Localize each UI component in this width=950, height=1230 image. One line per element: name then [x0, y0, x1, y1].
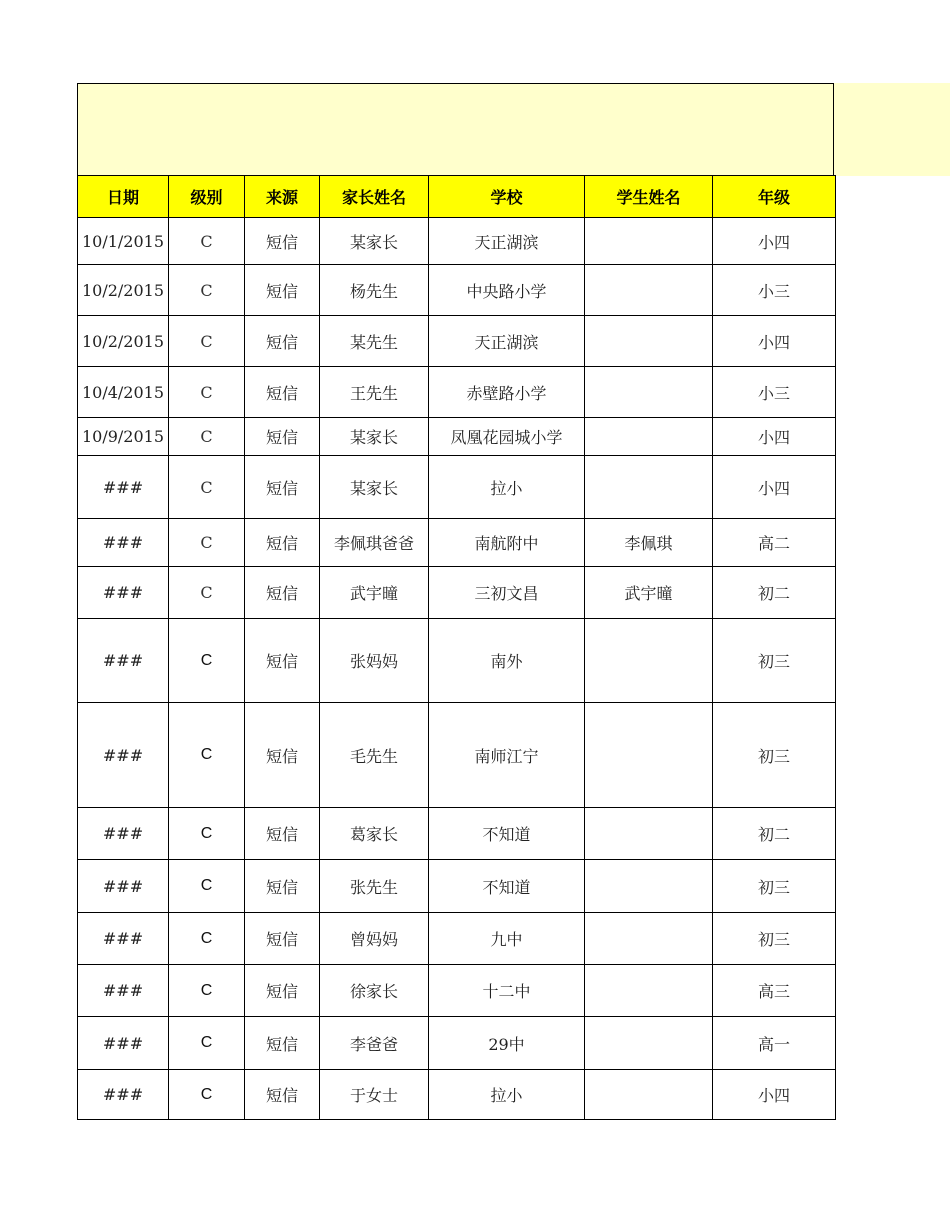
cell-student-name[interactable]	[585, 965, 713, 1017]
cell-student-name[interactable]	[585, 808, 713, 860]
cell-parent-name[interactable]: 某先生	[320, 316, 429, 367]
header-row	[78, 176, 836, 218]
cell-source[interactable]: 短信	[245, 567, 320, 619]
cell-parent-name[interactable]: 葛家长	[320, 808, 429, 860]
cell-parent-name[interactable]: 张妈妈	[320, 619, 429, 703]
cell-student-name[interactable]	[585, 1070, 713, 1120]
cell-source[interactable]: 短信	[245, 1017, 320, 1070]
cell-level[interactable]: C	[169, 1017, 245, 1070]
cell-date[interactable]: ###	[78, 567, 169, 619]
header-date[interactable]: 日期	[78, 176, 169, 218]
table-row	[78, 519, 836, 567]
table-row	[78, 703, 836, 808]
cell-level[interactable]: C	[169, 965, 245, 1017]
cell-school[interactable]: 赤壁路小学	[429, 367, 585, 418]
cell-date[interactable]: ###	[78, 913, 169, 965]
cell-level[interactable]: C	[169, 1070, 245, 1120]
cell-grade[interactable]: 小四	[713, 1070, 836, 1120]
cell-school[interactable]: 拉小	[429, 456, 585, 519]
cell-parent-name[interactable]: 某家长	[320, 218, 429, 265]
cell-parent-name[interactable]: 王先生	[320, 367, 429, 418]
cell-level[interactable]: C	[169, 316, 245, 367]
cell-level[interactable]: C	[169, 218, 245, 265]
cell-date[interactable]: ###	[78, 519, 169, 567]
title-banner-border	[77, 83, 834, 175]
cell-date[interactable]: ###	[78, 456, 169, 519]
cell-level[interactable]: C	[169, 519, 245, 567]
cell-grade[interactable]: 小四	[713, 316, 836, 367]
cell-student-name[interactable]	[585, 1017, 713, 1070]
cell-parent-name[interactable]: 某家长	[320, 456, 429, 519]
table-row	[78, 860, 836, 913]
table-row	[78, 1070, 836, 1120]
table-row	[78, 265, 836, 316]
cell-school[interactable]: 南航附中	[429, 519, 585, 567]
cell-student-name[interactable]	[585, 913, 713, 965]
table-row	[78, 619, 836, 703]
cell-student-name[interactable]: 武宇曈	[585, 567, 713, 619]
table-row	[78, 316, 836, 367]
cell-level[interactable]: C	[169, 418, 245, 456]
cell-parent-name[interactable]: 徐家长	[320, 965, 429, 1017]
header-level[interactable]: 级别	[169, 176, 245, 218]
cell-date[interactable]: ###	[78, 860, 169, 913]
cell-date[interactable]: ###	[78, 619, 169, 703]
table-row	[78, 418, 836, 456]
cell-source[interactable]: 短信	[245, 519, 320, 567]
cell-grade[interactable]: 初三	[713, 913, 836, 965]
cell-grade[interactable]: 高三	[713, 965, 836, 1017]
table-row	[78, 218, 836, 265]
cell-date[interactable]: 10/4/2015	[78, 367, 169, 418]
table-row	[78, 808, 836, 860]
cell-grade[interactable]: 高二	[713, 519, 836, 567]
cell-student-name[interactable]: 李佩琪	[585, 519, 713, 567]
cell-source[interactable]: 短信	[245, 703, 320, 808]
cell-school[interactable]: 天正湖滨	[429, 218, 585, 265]
cell-grade[interactable]: 小四	[713, 218, 836, 265]
cell-source[interactable]: 短信	[245, 265, 320, 316]
cell-level[interactable]: C	[169, 619, 245, 703]
table-row	[78, 567, 836, 619]
cell-school[interactable]: 拉小	[429, 1070, 585, 1120]
cell-grade[interactable]: 小三	[713, 367, 836, 418]
cell-school[interactable]: 南外	[429, 619, 585, 703]
cell-grade[interactable]: 小四	[713, 456, 836, 519]
cell-grade[interactable]: 初二	[713, 567, 836, 619]
cell-date[interactable]: 10/9/2015	[78, 418, 169, 456]
cell-source[interactable]: 短信	[245, 456, 320, 519]
cell-grade[interactable]: 初三	[713, 860, 836, 913]
cell-student-name[interactable]	[585, 703, 713, 808]
cell-level[interactable]: C	[169, 367, 245, 418]
cell-level[interactable]: C	[169, 808, 245, 860]
cell-parent-name[interactable]: 张先生	[320, 860, 429, 913]
cell-source[interactable]: 短信	[245, 913, 320, 965]
cell-parent-name[interactable]: 毛先生	[320, 703, 429, 808]
cell-school[interactable]: 29中	[429, 1017, 585, 1070]
table-row	[78, 1017, 836, 1070]
cell-parent-name[interactable]: 某家长	[320, 418, 429, 456]
cell-date[interactable]: 10/2/2015	[78, 316, 169, 367]
cell-parent-name[interactable]: 于女士	[320, 1070, 429, 1120]
cell-date[interactable]: ###	[78, 1017, 169, 1070]
cell-student-name[interactable]	[585, 619, 713, 703]
leads-table	[77, 175, 836, 1120]
cell-source[interactable]: 短信	[245, 316, 320, 367]
cell-school[interactable]: 十二中	[429, 965, 585, 1017]
header-school[interactable]: 学校	[429, 176, 585, 218]
cell-school[interactable]: 不知道	[429, 808, 585, 860]
cell-student-name[interactable]	[585, 265, 713, 316]
cell-school[interactable]: 三初文昌	[429, 567, 585, 619]
cell-grade[interactable]: 初二	[713, 808, 836, 860]
header-student-name[interactable]: 学生姓名	[585, 176, 713, 218]
cell-grade[interactable]: 小四	[713, 418, 836, 456]
cell-parent-name[interactable]: 李爸爸	[320, 1017, 429, 1070]
cell-parent-name[interactable]: 杨先生	[320, 265, 429, 316]
cell-parent-name[interactable]: 武宇曈	[320, 567, 429, 619]
table-row	[78, 913, 836, 965]
cell-date[interactable]: ###	[78, 703, 169, 808]
cell-student-name[interactable]	[585, 218, 713, 265]
cell-school[interactable]: 南师江宁	[429, 703, 585, 808]
cell-student-name[interactable]	[585, 456, 713, 519]
cell-source[interactable]: 短信	[245, 965, 320, 1017]
cell-grade[interactable]: 高一	[713, 1017, 836, 1070]
cell-source[interactable]: 短信	[245, 367, 320, 418]
cell-grade[interactable]: 小三	[713, 265, 836, 316]
table-row	[78, 367, 836, 418]
header-grade[interactable]: 年级	[713, 176, 836, 218]
cell-school[interactable]: 不知道	[429, 860, 585, 913]
cell-date[interactable]: ###	[78, 808, 169, 860]
cell-source[interactable]: 短信	[245, 808, 320, 860]
table-row	[78, 965, 836, 1017]
cell-school[interactable]: 中央路小学	[429, 265, 585, 316]
cell-school[interactable]: 九中	[429, 913, 585, 965]
header-source[interactable]: 来源	[245, 176, 320, 218]
cell-source[interactable]: 短信	[245, 619, 320, 703]
cell-parent-name[interactable]: 李佩琪爸爸	[320, 519, 429, 567]
cell-school[interactable]: 天正湖滨	[429, 316, 585, 367]
cell-student-name[interactable]	[585, 316, 713, 367]
cell-source[interactable]: 短信	[245, 860, 320, 913]
cell-student-name[interactable]	[585, 418, 713, 456]
cell-student-name[interactable]	[585, 367, 713, 418]
header-parent-name[interactable]: 家长姓名	[320, 176, 429, 218]
cell-grade[interactable]: 初三	[713, 703, 836, 808]
cell-date[interactable]: 10/1/2015	[78, 218, 169, 265]
cell-level[interactable]: C	[169, 703, 245, 808]
cell-parent-name[interactable]: 曾妈妈	[320, 913, 429, 965]
cell-level[interactable]: C	[169, 567, 245, 619]
cell-level[interactable]: C	[169, 265, 245, 316]
cell-source[interactable]: 短信	[245, 418, 320, 456]
cell-grade[interactable]: 初三	[713, 619, 836, 703]
cell-source[interactable]: 短信	[245, 218, 320, 265]
cell-level[interactable]: C	[169, 456, 245, 519]
cell-date[interactable]: ###	[78, 965, 169, 1017]
cell-level[interactable]: C	[169, 913, 245, 965]
cell-student-name[interactable]	[585, 860, 713, 913]
cell-school[interactable]: 凤凰花园城小学	[429, 418, 585, 456]
cell-date[interactable]: 10/2/2015	[78, 265, 169, 316]
cell-date[interactable]: ###	[78, 1070, 169, 1120]
table-row	[78, 456, 836, 519]
cell-level[interactable]: C	[169, 860, 245, 913]
cell-source[interactable]: 短信	[245, 1070, 320, 1120]
